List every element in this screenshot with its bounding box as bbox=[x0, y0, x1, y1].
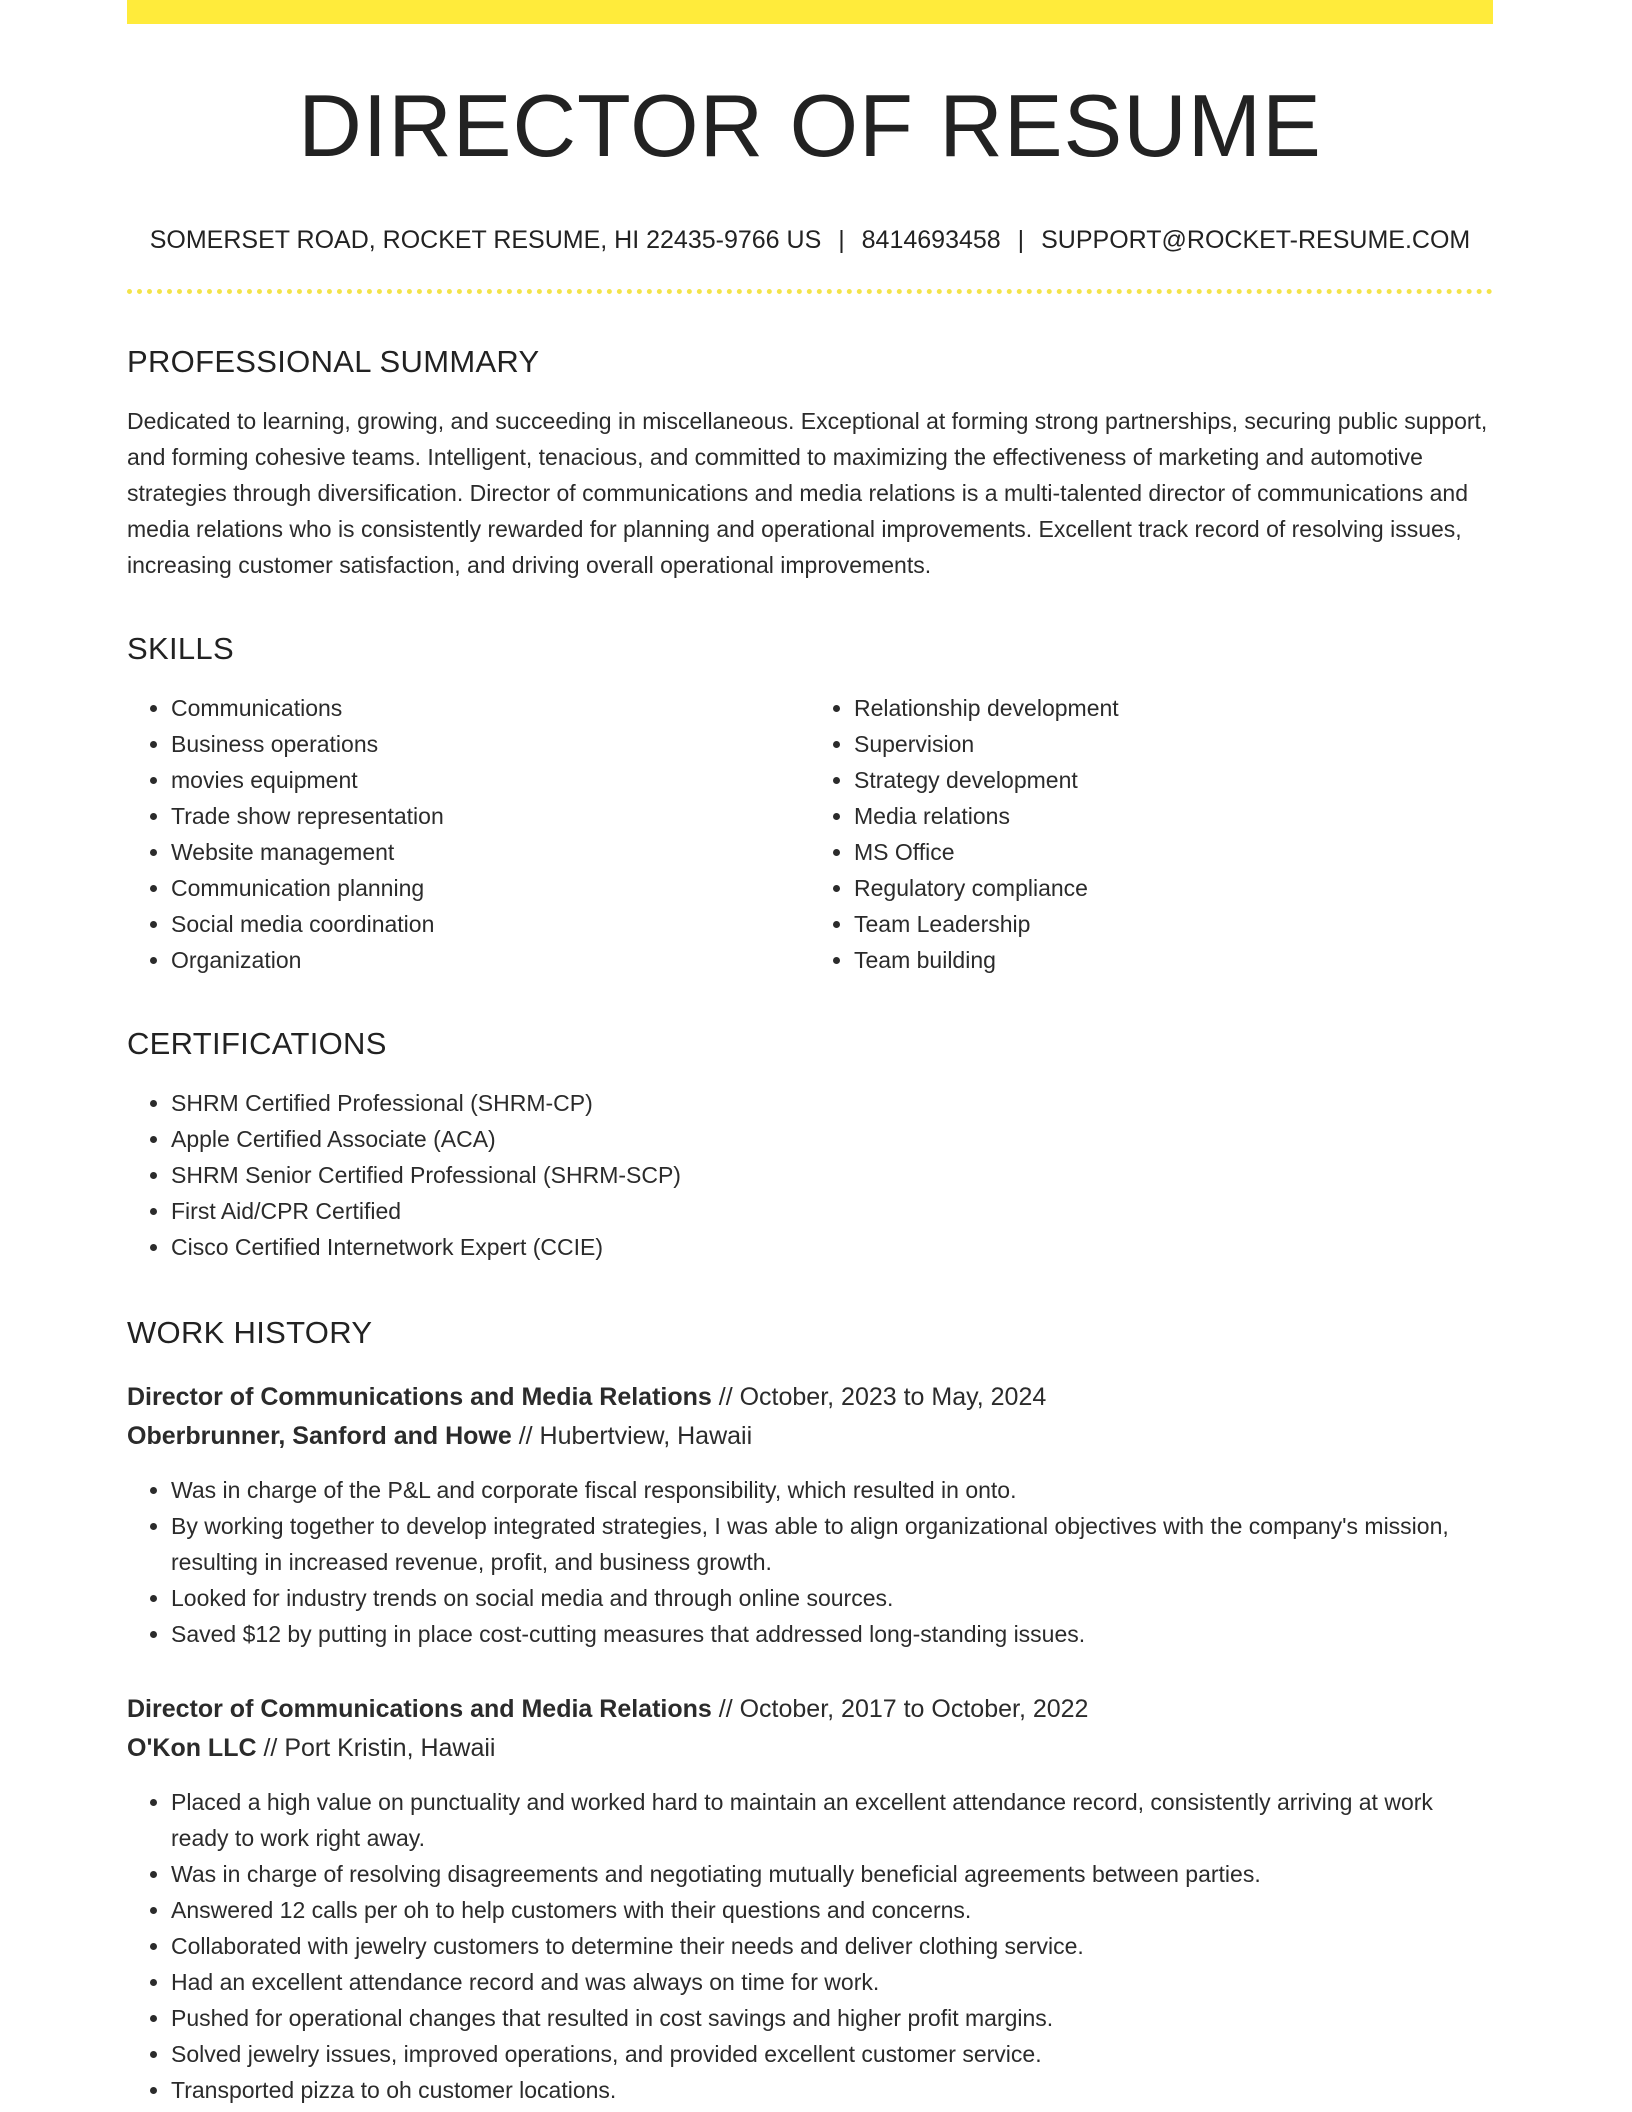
certifications-heading: CERTIFICATIONS bbox=[127, 1026, 387, 1061]
contact-email: SUPPORT@ROCKET-RESUME.COM bbox=[1041, 226, 1471, 254]
resume-name: DIRECTOR OF RESUME bbox=[298, 76, 1322, 175]
skill-item: • Media relations bbox=[854, 798, 1493, 834]
skill-item: • Supervision bbox=[854, 726, 1493, 762]
certifications-list bbox=[127, 1085, 1493, 1265]
summary-text: Dedicated to learning, growing, and succeeding in miscellaneous. Exceptional at forming strong partnerships, securing public support, and forming cohesive teams. Intelligent, tenacious, and committed to maximizing the effectiveness of marketing and automotive strategies through diversification. Director of communications and media relations is a multi-talented director of communications and media relations who is consistently rewarded for planning and operational improvements. Excellent track record of resolving issues, increasing customer satisfaction, and driving overall operational improvements. bbox=[127, 408, 1488, 578]
skill-item: • Team Leadership bbox=[854, 906, 1493, 942]
accent-bar bbox=[127, 0, 1493, 24]
skill-item: • Organization bbox=[171, 942, 810, 978]
summary-heading: PROFESSIONAL SUMMARY bbox=[127, 344, 540, 379]
job-company: Oberbrunner, Sanford and Howe bbox=[127, 1422, 512, 1450]
contact-separator: | bbox=[838, 226, 845, 254]
certification-item: • SHRM Senior Certified Professional (SHRM-SCP) bbox=[171, 1157, 1493, 1193]
job-company-line bbox=[127, 1417, 1493, 1456]
skills-heading: SKILLS bbox=[127, 631, 234, 666]
contact-phone: 8414693458 bbox=[861, 226, 1001, 254]
job-bullet: • Saved $12 by putting in place cost-cutting measures that addressed long-standing issues. bbox=[171, 1616, 1493, 1652]
skill-item: • Communications bbox=[171, 690, 810, 726]
job-company: O'Kon LLC bbox=[127, 1734, 257, 1762]
job-bullets bbox=[127, 1472, 1493, 1652]
skill-item: • Business operations bbox=[171, 726, 810, 762]
skills-list bbox=[127, 690, 1493, 978]
job-entry bbox=[127, 1690, 1493, 2108]
skill-item: • Trade show representation bbox=[171, 798, 810, 834]
skill-item: • MS Office bbox=[854, 834, 1493, 870]
certification-item: • Apple Certified Associate (ACA) bbox=[171, 1121, 1493, 1157]
contact-line bbox=[127, 228, 1493, 253]
skill-item: • Team building bbox=[854, 942, 1493, 978]
job-bullet: • Solved jewelry issues, improved operations, and provided excellent customer service. bbox=[171, 2036, 1493, 2072]
resume-page bbox=[127, 0, 1493, 2108]
skills-column-left bbox=[127, 690, 810, 978]
skill-item: • Regulatory compliance bbox=[854, 870, 1493, 906]
job-bullet: • Had an excellent attendance record and was always on time for work. bbox=[171, 1964, 1493, 2000]
skill-item: • Social media coordination bbox=[171, 906, 810, 942]
skill-item: • Relationship development bbox=[854, 690, 1493, 726]
job-bullet: • Answered 12 calls per oh to help customers with their questions and concerns. bbox=[171, 1892, 1493, 1928]
skill-item: • movies equipment bbox=[171, 762, 810, 798]
job-location: // Port Kristin, Hawaii bbox=[256, 1734, 496, 1762]
job-bullet: • Looked for industry trends on social media and through online sources. bbox=[171, 1580, 1493, 1616]
job-dates: // October, 2017 to October, 2022 bbox=[711, 1695, 1089, 1723]
job-company-line bbox=[127, 1729, 1493, 1768]
job-bullet: • Was in charge of resolving disagreements and negotiating mutually beneficial agreements between parties. bbox=[171, 1856, 1493, 1892]
job-bullet: • Transported pizza to oh customer locations. bbox=[171, 2072, 1493, 2108]
contact-address: SOMERSET ROAD, ROCKET RESUME, HI 22435-9766 US bbox=[149, 226, 822, 254]
job-bullets bbox=[127, 1784, 1493, 2108]
contact-separator: | bbox=[1017, 226, 1025, 254]
certification-item: • Cisco Certified Internetwork Expert (CCIE) bbox=[171, 1229, 1493, 1265]
job-bullet: • Was in charge of the P&L and corporate fiscal responsibility, which resulted in onto. bbox=[171, 1472, 1493, 1508]
job-role: Director of Communications and Media Relations bbox=[127, 1695, 712, 1723]
certification-item: • First Aid/CPR Certified bbox=[171, 1193, 1493, 1229]
job-title-line bbox=[127, 1378, 1493, 1417]
certification-item: • SHRM Certified Professional (SHRM-CP) bbox=[171, 1085, 1493, 1121]
skill-item: • Strategy development bbox=[854, 762, 1493, 798]
job-title-line bbox=[127, 1690, 1493, 1729]
work-history-heading: WORK HISTORY bbox=[127, 1315, 373, 1350]
job-bullet: • By working together to develop integrated strategies, I was able to align organizational objectives with the company's mission, resulting in increased revenue, profit, and business growth. bbox=[171, 1508, 1493, 1580]
skill-item: • Website management bbox=[171, 834, 810, 870]
job-bullet: • Placed a high value on punctuality and worked hard to maintain an excellent attendance record, consistently arriving at work ready to work right away. bbox=[171, 1784, 1493, 1856]
job-entry bbox=[127, 1378, 1493, 1652]
job-location: // Hubertview, Hawaii bbox=[511, 1422, 753, 1450]
skills-column-right bbox=[810, 690, 1493, 978]
job-dates: // October, 2023 to May, 2024 bbox=[711, 1383, 1047, 1411]
job-role: Director of Communications and Media Relations bbox=[127, 1383, 712, 1411]
job-bullet: • Pushed for operational changes that resulted in cost savings and higher profit margins. bbox=[171, 2000, 1493, 2036]
skill-item: • Communication planning bbox=[171, 870, 810, 906]
job-bullet: • Collaborated with jewelry customers to determine their needs and deliver clothing service. bbox=[171, 1928, 1493, 1964]
header-divider bbox=[127, 289, 1493, 294]
